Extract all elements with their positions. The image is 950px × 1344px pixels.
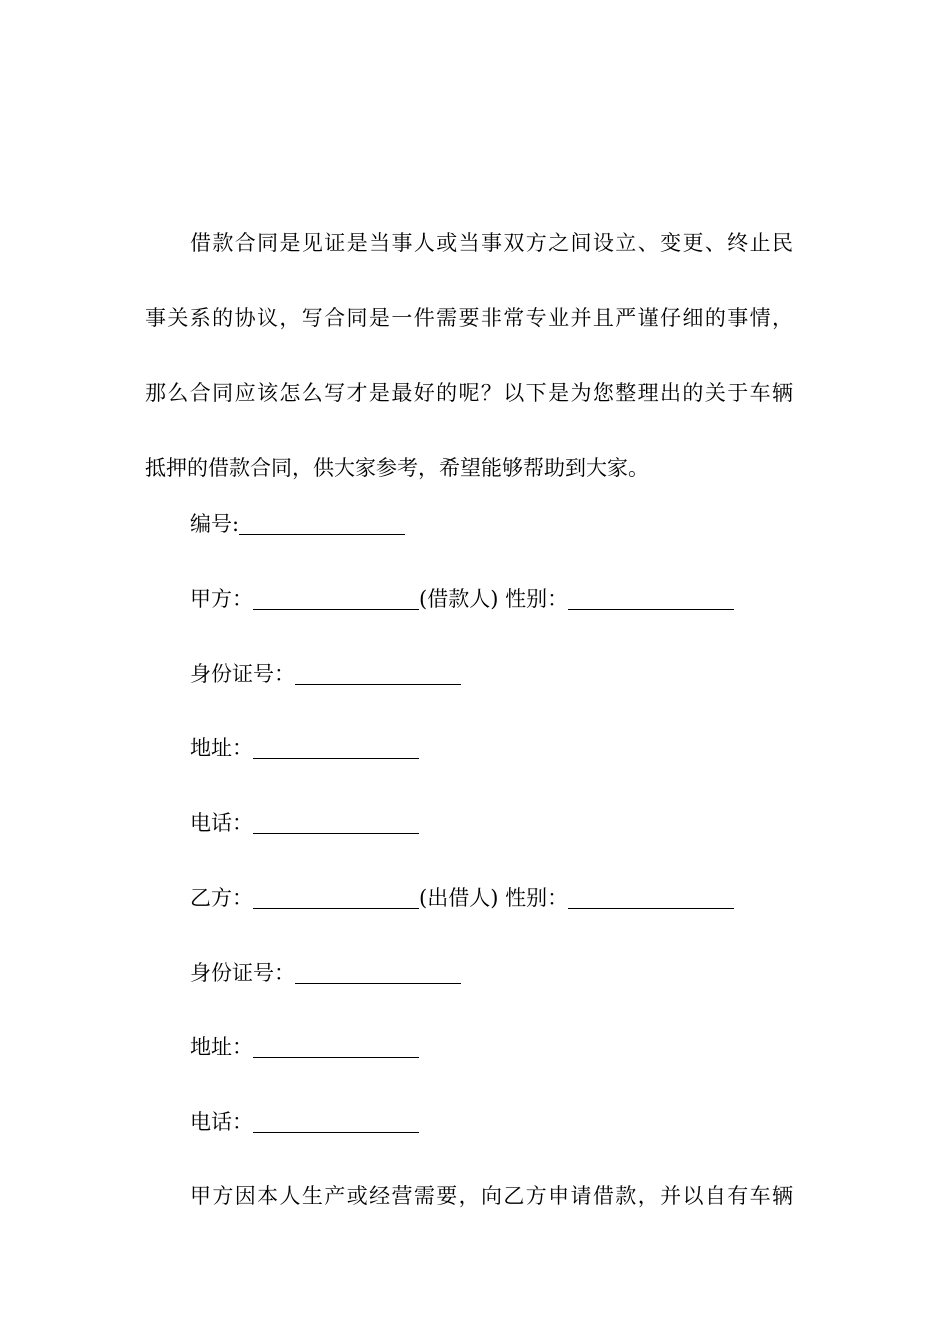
contract-number-label: 编号: bbox=[190, 512, 240, 536]
party-a-field bbox=[190, 584, 734, 614]
party-a-address-label: 地址： bbox=[190, 736, 253, 760]
party-b-gender-label: 性别： bbox=[505, 886, 569, 910]
party-a-address-field bbox=[190, 733, 419, 763]
party-b-field bbox=[190, 883, 734, 913]
party-a-address-blank bbox=[253, 736, 419, 759]
party-b-id-blank bbox=[295, 961, 461, 984]
party-b-address-label: 地址： bbox=[190, 1035, 253, 1059]
intro-line: 那么合同应该怎么写才是最好的呢？以下是为您整理出的关于车辆 bbox=[145, 381, 793, 405]
party-b-address-blank bbox=[253, 1035, 419, 1058]
party-a-role: (借款人) bbox=[419, 587, 499, 611]
party-b-label: 乙方： bbox=[190, 886, 253, 910]
party-a-label: 甲方： bbox=[190, 587, 253, 611]
party-b-phone-blank bbox=[253, 1110, 419, 1133]
contract-number-blank bbox=[239, 512, 405, 535]
party-b-address-field bbox=[190, 1032, 419, 1062]
party-b-phone-label: 电话： bbox=[190, 1110, 253, 1134]
party-a-id-label: 身份证号： bbox=[190, 662, 295, 686]
party-a-gender-blank bbox=[568, 587, 734, 610]
intro-line: 事关系的协议，写合同是一件需要非常专业并且严谨仔细的事情， bbox=[145, 306, 793, 330]
closing-paragraph: 甲方因本人生产或经营需要，向乙方申请借款，并以自有车辆 bbox=[190, 1184, 793, 1208]
party-b-id-label: 身份证号： bbox=[190, 961, 295, 985]
party-a-gender-label: 性别： bbox=[505, 587, 569, 611]
intro-paragraph bbox=[145, 206, 793, 506]
party-a-id-field bbox=[190, 659, 461, 689]
party-b-phone-field bbox=[190, 1107, 419, 1137]
party-b-name-blank bbox=[253, 886, 419, 909]
intro-line: 借款合同是见证是当事人或当事双方之间设立、变更、终止民 bbox=[190, 231, 793, 255]
intro-line: 抵押的借款合同，供大家参考，希望能够帮助到大家。 bbox=[145, 456, 649, 480]
party-b-role: (出借人) bbox=[419, 886, 499, 910]
party-b-id-field bbox=[190, 958, 461, 988]
party-a-name-blank bbox=[253, 587, 419, 610]
party-a-phone-blank bbox=[253, 811, 419, 834]
party-a-id-blank bbox=[295, 662, 461, 685]
party-a-phone-field bbox=[190, 808, 419, 838]
party-b-gender-blank bbox=[568, 886, 734, 909]
contract-number-field bbox=[190, 509, 405, 539]
party-a-phone-label: 电话： bbox=[190, 811, 253, 835]
